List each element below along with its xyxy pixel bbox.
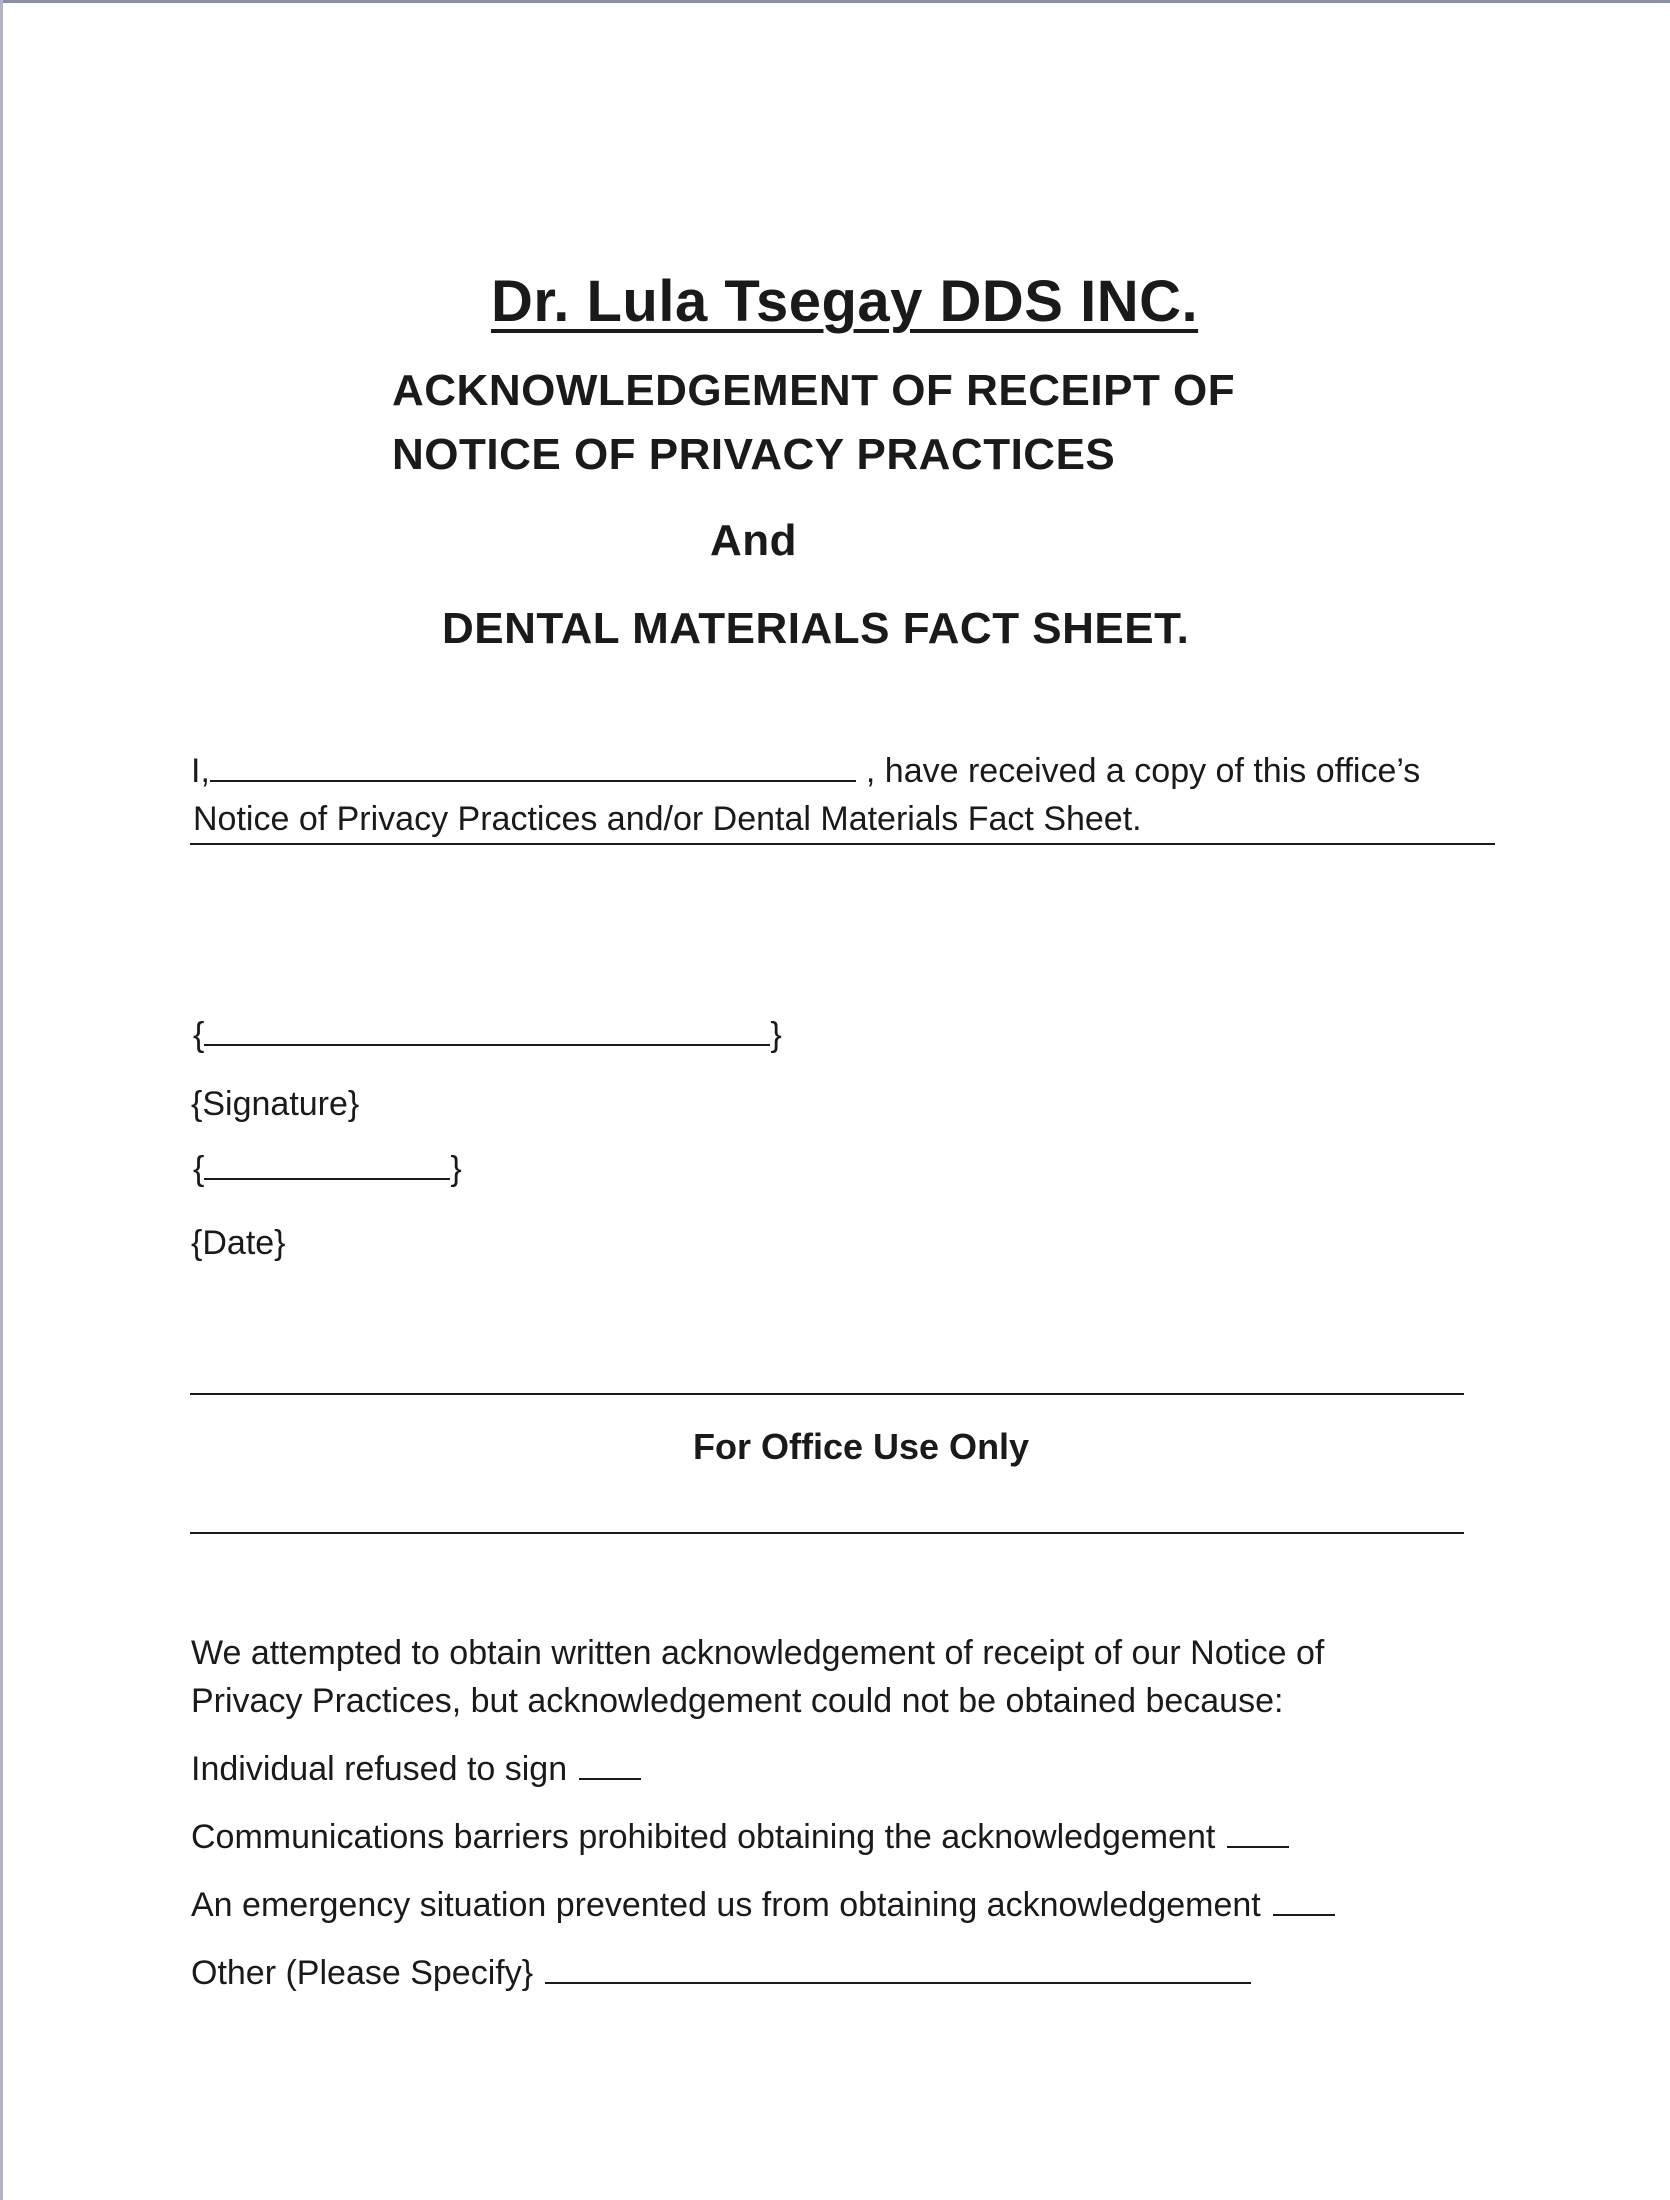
date-open-brace: { bbox=[193, 1150, 205, 1188]
acknowledgement-line-1 bbox=[191, 752, 1420, 791]
acknowledgement-suffix: , have received a copy of this office’s bbox=[865, 752, 1421, 790]
office-use-top-divider bbox=[190, 1393, 1464, 1395]
acknowledgement-underline bbox=[190, 843, 1495, 845]
acknowledgement-line-2: Notice of Privacy Practices and/or Dental Materials Fact Sheet. bbox=[193, 800, 1142, 838]
practice-title: Dr. Lula Tsegay DDS INC. bbox=[491, 269, 1199, 334]
signature-label: {Signature} bbox=[191, 1085, 360, 1123]
signature-field[interactable] bbox=[204, 1044, 770, 1046]
reason-communication-field[interactable] bbox=[1227, 1846, 1289, 1848]
page-border-top bbox=[0, 0, 1670, 3]
form-heading-line-1: ACKNOWLEDGEMENT OF RECEIPT OF bbox=[392, 366, 1236, 415]
page-border-left bbox=[0, 0, 3, 2200]
reason-communication-label: Communications barriers prohibited obtaining the acknowledgement bbox=[191, 1818, 1216, 1856]
acknowledgement-prefix: I, bbox=[191, 752, 210, 790]
form-heading-line-2: NOTICE OF PRIVACY PRACTICES bbox=[392, 430, 1116, 479]
office-use-intro-line-1: We attempted to obtain written acknowledgement of receipt of our Notice of bbox=[191, 1634, 1325, 1672]
reason-other-field[interactable] bbox=[545, 1982, 1251, 1984]
reason-refused-field[interactable] bbox=[579, 1778, 641, 1780]
office-use-bottom-divider bbox=[190, 1532, 1464, 1534]
reason-emergency-label: An emergency situation prevented us from obtaining acknowledgement bbox=[191, 1886, 1261, 1924]
signature-open-brace: { bbox=[193, 1016, 205, 1054]
date-label: {Date} bbox=[191, 1224, 286, 1262]
reason-emergency-row bbox=[191, 1886, 1335, 1925]
reason-other-label: Other (Please Specify} bbox=[191, 1954, 534, 1992]
reason-communication-row bbox=[191, 1818, 1289, 1857]
reason-refused-row bbox=[191, 1750, 641, 1789]
form-heading-and: And bbox=[710, 516, 798, 565]
office-use-heading: For Office Use Only bbox=[693, 1426, 1030, 1467]
signature-close-brace: } bbox=[770, 1016, 782, 1054]
signature-field-row bbox=[193, 1016, 782, 1055]
form-heading-line-3: DENTAL MATERIALS FACT SHEET. bbox=[442, 604, 1190, 653]
reason-other-row bbox=[191, 1954, 1251, 1993]
patient-name-field[interactable] bbox=[210, 780, 856, 782]
date-field[interactable] bbox=[204, 1178, 450, 1180]
office-use-intro-line-2: Privacy Practices, but acknowledgement could not be obtained because: bbox=[191, 1682, 1284, 1720]
reason-emergency-field[interactable] bbox=[1273, 1914, 1335, 1916]
reason-refused-label: Individual refused to sign bbox=[191, 1750, 568, 1788]
date-close-brace: } bbox=[450, 1150, 462, 1188]
date-field-row bbox=[193, 1150, 462, 1189]
